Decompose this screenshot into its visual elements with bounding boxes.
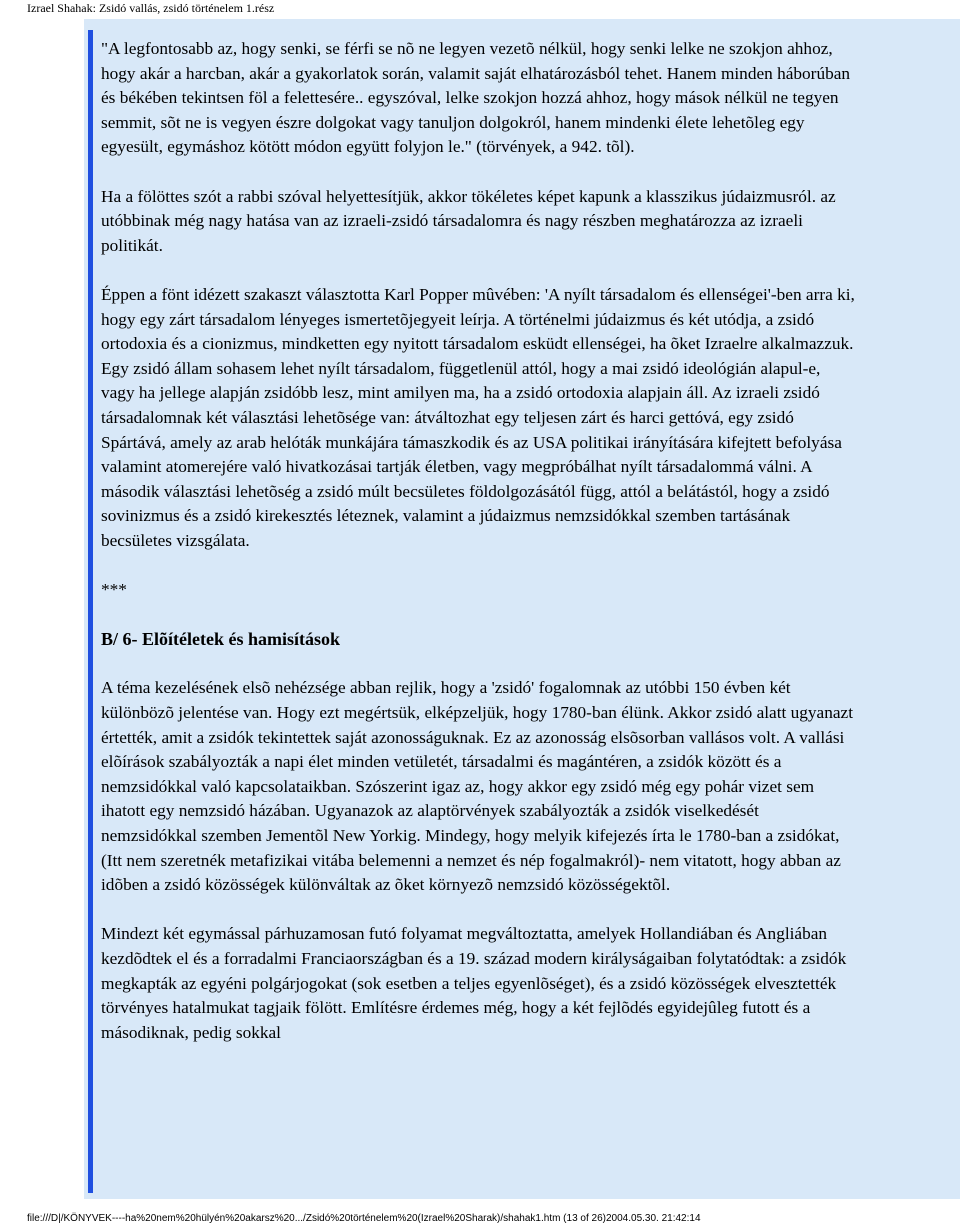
section-heading: B/ 6- Elõítéletek és hamisítások [101,629,340,650]
quote-bar [88,30,93,1193]
paragraph-2: Ha a fölöttes szót a rabbi szóval helyettesítjük, akkor tökéletes képet kapunk a klasszikus júdaizmusról. az utóbbinak még nagy hatása van az izraeli-zsidó társadalomra és nagy részben meghatározza az izraeli politikát. [101,186,836,255]
paragraph-3: Éppen a fönt idézett szakaszt választotta Karl Popper mûvében: 'A nyílt társadalom és ellenségei'-ben arra ki, hogy egy zárt társadalom lényeges ismertetõjegyeit leírja. A történelmi júdaizmus és két utódja, a zsidó ortodoxia és a cionizmus, mindketten egy nyitott társadalom esküdt ellenségei, ha õket Izraelre alkalmazzuk. Egy zsidó állam sohasem lehet nyílt társadalom, függetlenül attól, hogy a mai zsidó ideológián alapul-e, vagy ha jellege alapján zsidóbb lesz, mint amilyen ma, ha a zsidó ortodoxia alapjain áll. Az izraeli zsidó társadalomnak két választási lehetõsége van: átváltozhat egy teljesen zárt és harci gettóvá, egy zsidó Spártává, amely az arab helóták munkájára támaszkodik és az USA politikai irányítására kifejtett befolyása valamint atomerejére való hivatkozásai tartják életben, vagy megpróbálhat nyílt társadalommá válni. A második választási lehetõség a zsidó múlt becsületes földolgozásától függ, attól a belátástól, hogy a zsidó sovinizmus és a zsidó kirekesztés léteznek, valamint a júdaizmus nemzsidókkal szemben tartásának becsületes vizsgálata. [101,284,855,550]
paragraph-5: Mindezt két egymással párhuzamosan futó folyamat megváltoztatta, amelyek Hollandiában és Angliában kezdõdtek el és a forradalmi Franciaországban és a 19. század modern királyságaiban folytatódtak: a zsidók megkapták az egyéni polgárjogokat (sok esetben a teljes egyenlõséget), és a zsidó közösségek elvesztették törvényes hatalmukat tagjaik fölött. Említésre érdemes még, hogy a két fejlõdés egyidejûleg futott és a másodiknak, pedig sokkal [101,924,847,1042]
section-separator: *** [101,580,127,600]
article-body [101,37,856,1045]
page-footer: file:///D|/KÖNYVEK----ha%20nem%20hülyén%20akarsz%20.../Zsidó%20történelem%20(Izrael%20Sharak)/shahak1.htm (13 of 26)2004.05.30. 21:42:14 [27,1213,701,1224]
paragraph-4: A téma kezelésének elsõ nehézsége abban rejlik, hogy a 'zsidó' fogalomnak az utóbbi 150 évben két különbözõ jelentése van. Hogy ezt megértsük, elképzeljük, hogy 1780-ban élünk. Akkor zsidó alatt ugyanazt értették, amit a zsidók tekintettek saját azonosságuknak. Ez az azonosság elsõsorban vallásos volt. A vallási elõírások szabályozták a napi élet minden vetületét, társadalmi és magántéren, a zsidók között és a nemzsidókkal való kapcsolataikban. Szószerint igaz az, hogy akkor egy zsidó még egy pohár vizet sem ihatott egy nemzsidó házában. Ugyanazok az alaptörvények szabályozták a zsidók viselkedését nemzsidókkal szemben Jementõl New Yorkig. Mindegy, hogy melyik kifejezés írta le 1780-ban a zsidókat, (Itt nem szeretnék metafizikai vitába belemenni a nemzet és nép fogalmakról)- nem vitatott, hogy abban az idõben a zsidó közösségek különváltak az õket környezõ nemzsidó közösségektõl. [101,678,854,895]
paragraph-quote: "A legfontosabb az, hogy senki, se férfi se nõ ne legyen vezetõ nélkül, hogy senki lelke ne szokjon ahhoz, hogy akár a harcban, akár a gyakorlatok során, valamit saját elhatározásból tehet. Hanem minden háborúban és békében tekintsen föl a felettesére.. egyszóval, lelke szokjon hozzá ahhoz, hogy mások nélkül ne tegyen semmit, sõt ne is vegyen észre dolgokat vagy tanuljon dolgokról, hanem mindenki élete lehetõleg egy egyesült, egymáshoz kötött módon együtt folyjon le." (törvények, a 942. tõl). [101,39,851,157]
page-header: Izrael Shahak: Zsidó vallás, zsidó történelem 1.rész [27,1,275,15]
